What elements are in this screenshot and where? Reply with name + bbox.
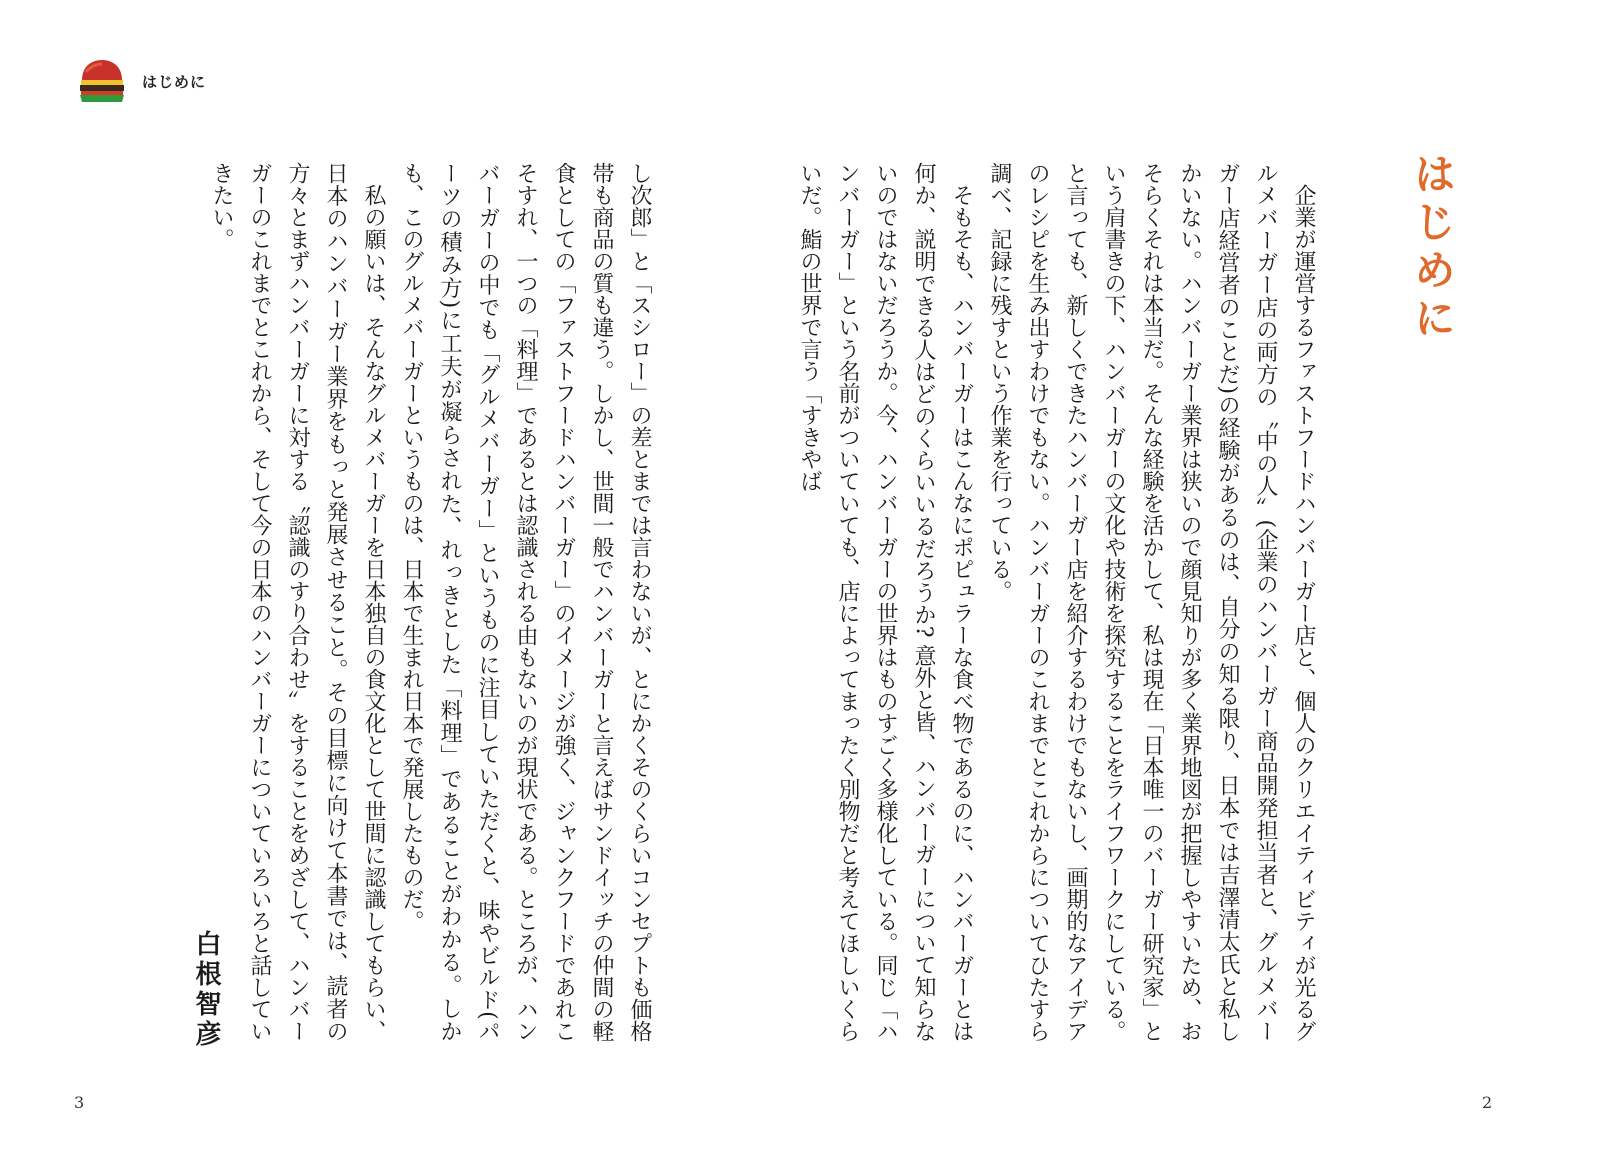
- left-paragraph-1: 私の願いは、そんなグルメバーガーを日本独自の食文化として世間に認識してもらい、日本のハンバーガー業界をもっと発展させること。その目標に向けて本書では、読者の方々とまずハンバーガーに対する〝認識のすり合わせ〟をすることをめざして、ハンバーガーのこれまでとこれから、そして今の日本のハンバーガーについていろいろと話していきたい。: [209, 162, 386, 1042]
- page-number-left: 3: [74, 1093, 85, 1112]
- right-body-text: [797, 162, 1322, 1042]
- left-body-text: [209, 162, 658, 1042]
- chapter-title: はじめに: [1408, 152, 1457, 344]
- running-header: [78, 58, 206, 104]
- left-continuation-paragraph: し次郎」と「スシロー」の差とまでは言わないが、とにかくそのくらいコンセプトも価格帯も商品の質も違う。しかし、世間一般でハンバーガーと言えばサンドイッチの仲間の軽食としての「ファストフードハンバーガー」のイメージが強く、ジャンクフードであれこそすれ、一つの「料理」であるとは認識される由もないのが現状である。ところが、ハンバーガーの中でも「グルメバーガー」というものに注目していただくと、味やビルド(パーツの積み方)に工夫が凝らされた、れっきとした「料理」であることがわかる。しかも、このグルメバーガーというものは、日本で生まれ日本で発展したものだ。: [399, 162, 652, 1042]
- right-paragraph-2: そもそも、ハンバーガーはこんなにポピュラーな食べ物であるのに、ハンバーガーとは何か、説明できる人はどのくらいいるだろうか? 意外と皆、ハンバーガーについて知らないのではないだろうか。今、ハンバーガーの世界はものすごく多様化している。同じ「ハンバーガー」という名前がついていても、店によってまったく別物だと考えてほしいくらいだ。鮨の世界で言う「すきやば: [797, 162, 974, 1042]
- hamburger-icon: [78, 58, 126, 104]
- page-number-right: 2: [1482, 1093, 1493, 1112]
- right-paragraph-1: 企業が運営するファストフードハンバーガー店と、個人のクリエイティビティが光るグルメバーガー店の両方の〝中の人〟(企業のハンバーガー商品開発担当者と、グルメバーガー店経営者のことだ)の経験があるのは、自分の知る限り、日本では吉澤清太氏と私しかいない。ハンバーガー業界は狭いので顔見知りが多く業界地図が把握しやすいため、おそらくそれは本当だ。そんな経験を活かして、私は現在「日本唯一のバーガー研究家」という肩書きの下、ハンバーガーの文化や技術を探究することをライフワークにしている。と言っても、新しくできたハンバーガー店を紹介するわけでもないし、画期的なアイデアのレシピを生み出すわけでもない。ハンバーガーのこれまでとこれからについてひたすら調べ、記録に残すという作業を行っている。: [987, 162, 1316, 1042]
- running-header-title: はじめに: [142, 72, 207, 91]
- author-name: 白根智彦: [191, 930, 221, 1050]
- right-page: [797, 0, 1600, 1175]
